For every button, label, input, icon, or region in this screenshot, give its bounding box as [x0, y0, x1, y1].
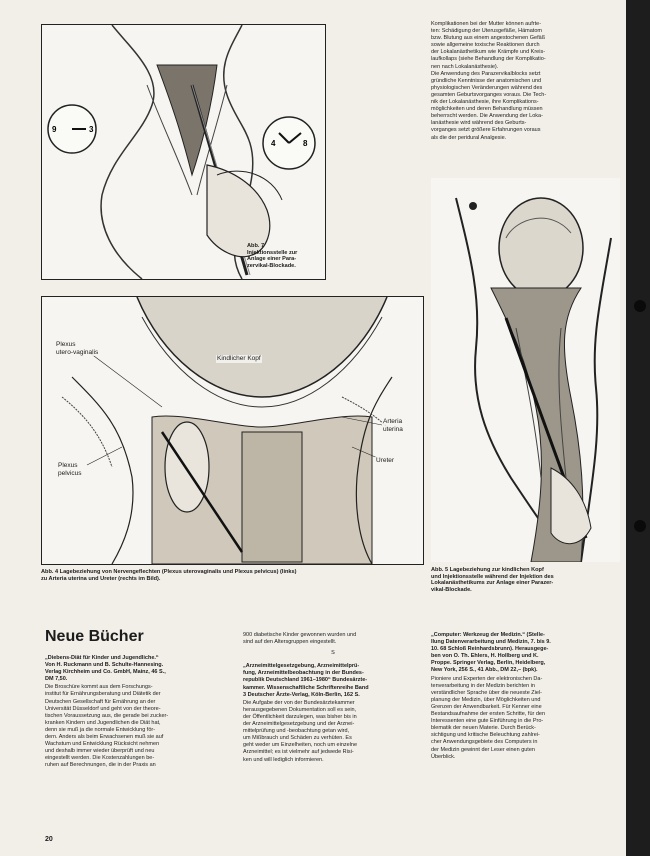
- label-plexus-pelvicus: Plexus pelvicus: [58, 462, 82, 477]
- section-title: Neue Bücher: [45, 628, 144, 645]
- page-number: 20: [45, 836, 53, 843]
- figure-5-caption: Abb. 5 Lagebeziehung zur kindlichen Kopf und Injektionsstelle während der Injektion des Lokalanästhetikums zur Anlage einer Parazer- vikal-Blockade.: [431, 567, 554, 593]
- figure-4: [41, 296, 424, 565]
- svg-text:3: 3: [89, 125, 94, 134]
- label-arteria-uterina: Arteria uterina: [383, 418, 403, 433]
- book-1-body: Die Broschüre kommt aus dem Forschungs- institut für Ernährungsberatung und Diätetik der Deutschen Gesellschaft für Ernährung an der Universität Düsseldorf und geht von der theore- tischen Voraussetzung aus, die gerade bei zucker- kranken Kindern und Jugendlichen die Diät hat, denn sie muß ja die normale Entwicklung för- dern. Anders als beim Erwachsenen muß sie auf Wachstum und Entwicklung Rücksicht nehmen und deshalb immer wieder überprüft und neu eingestellt werden. Die Kostenzahlungen be- ruhen auf Berechnungen, die in der Praxis an: [45, 684, 169, 769]
- label-ureter: Ureter: [376, 457, 395, 464]
- book-1-signature: S: [331, 650, 335, 657]
- book-3: [431, 632, 621, 762]
- binder-hole: [634, 520, 646, 532]
- book-2-title: „Arzneimittelgesetzgebung, Arzneimittelprü- fung, Arzneimittelbeobachtung in der Bundes- republik Deutschland 1961–1980“ Bundesärzte- kammer. Wissenschaftliche Schriftenreihe Band 3 Deutscher Ärzte-Verlag, Köln-Berlin, 162 S.: [243, 663, 369, 698]
- label-plexus-utero-vaginalis: Plexus utero-vaginalis: [56, 341, 99, 356]
- right-column-text: Komplikationen bei der Mutter können aufrte- ten: Schädigung der Uterusgefäße, Hämatom bzw. Blutung aus einem angestochenen Gefäß sowie allgemeine toxische Reaktionen durch der Lokalanästhetikum wie Krämpfe und Kreis- laufkollaps (siehe Behandlung der Komplikatio- nen nach Lokalanästhesie). Die Anwendung des Parazervikalblocks setzt gründliche Kenntnisse der anatomischen und physiologischen Veränderungen während des gesamten Geburtsvorganges voraus. Die Tech- nik der Lokalanästhesie, ihre Komplikations- möglichkeiten und deren Behandlung müssen beherrscht werden. Die Anwendung der Loka- lanästhesie wird während des Geburts- vorganges setzt größere Erfahrungen voraus als die der peridural Analgesie.: [431, 21, 547, 141]
- label-kindlicher-kopf: Kindlicher Kopf: [217, 355, 261, 362]
- figure-5-illustration: [431, 178, 620, 562]
- book-3-title: „Computer: Werkzeug der Medizin.“ (Stelle- llung Datenverarbeitung und Medizin, 7. bis 9. 10. 68 Schloß Reinhardsbrunn). Herausgege- ben von O. Th. Ehlers, H. Hollberg und K. Proppe. Springer Verlag, Berlin, Heidelberg, New York, 256 S., 41 Abb., DM 22,– (bpk).: [431, 632, 551, 674]
- page-edge: [626, 0, 650, 856]
- figure-7-caption: Abb. 7 Injektionsstelle zur Anlage einer Para- zervikal-Blockade.: [247, 243, 298, 269]
- book-2-body: Die Aufgabe der von der Bundesärztekammer herausgegebenen Dokumentation soll es sein, der Öffentlichkeit darzulegen, was bisher bis in der Arzneimittelgesetzgebung und der Arznei- mittelprüfung und -beobachtung getan wird, um Mißbrauch und Schäden zu verhüten. Es geht weder um Einzelheiten, noch um einzelne Arzneimittel; es ist vielmehr auf jedwede Risi- ken und will lediglich informieren.: [243, 699, 358, 763]
- figure-4-illustration: [42, 297, 423, 564]
- svg-text:8: 8: [303, 139, 308, 148]
- book-1-body-continued: 900 diabetische Kinder gewonnen wurden und sind auf den Altersgruppen eingestellt.: [243, 632, 357, 646]
- figure-5: [431, 178, 620, 562]
- book-1-continued: [243, 632, 423, 765]
- figure-4-caption: Abb. 4 Lagebeziehung von Nervengeflechten (Plexus uterovaginalis und Plexus pelvicus) (links) zu Arteria uterina und Ureter (rechts im Bild).: [41, 569, 297, 582]
- book-3-body: Pioniere und Experten der elektronischen Da- tenverarbeitung in der Medizin berichten in verständlicher Sprache über die neueste Ziel- planung der Medizin, über Möglichkeiten und Grenzen der Anwendbarkeit. Für Kenner eine Bestandsaufnahme der ersten Schritte, für den Interessenten eine gute Einführung in die Pro- blematik der neuen Materie. Durch Berück- sichtigung und kritische Beleuchtung zahlrei- cher Anwendungsgebiete des Computers in der Medizin gewinnt der Leser einen guten Überblick.: [431, 675, 546, 760]
- svg-text:4: 4: [271, 139, 276, 148]
- svg-text:9: 9: [52, 125, 57, 134]
- binder-hole: [634, 300, 646, 312]
- book-1-title: „Diebens-Diät für Kinder und Jugendliche.“ Von H. Ruckmann und B. Schulte-Hannesing. Verlag Kirchheim und Co. GmbH, Mainz, 46 S., DM 7,50.: [45, 655, 166, 683]
- figure-7: [41, 24, 326, 280]
- figure-7-illustration: [42, 25, 325, 279]
- book-1: [45, 655, 232, 771]
